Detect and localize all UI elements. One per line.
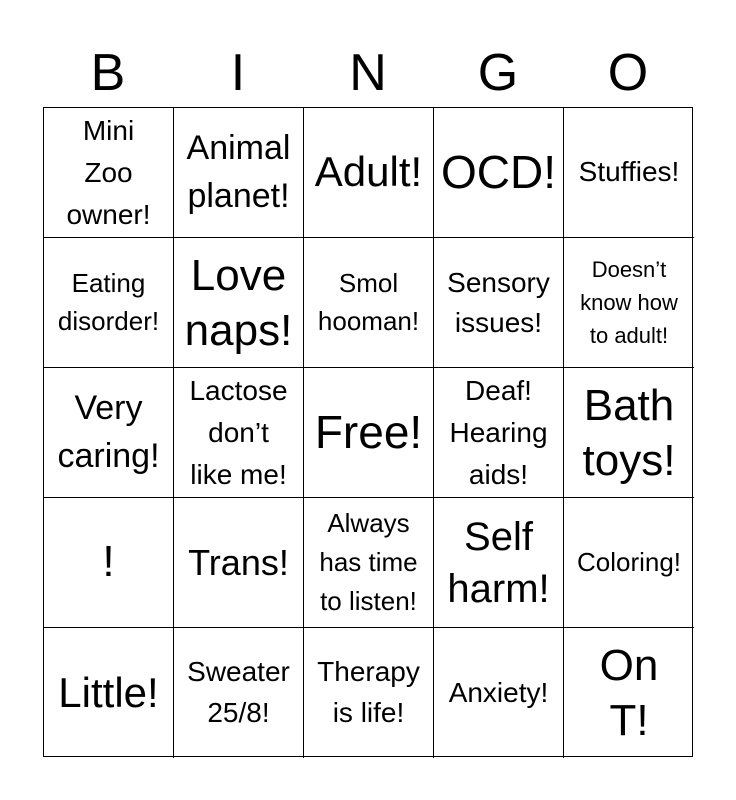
- bingo-cell[interactable]: [44, 498, 174, 628]
- header-letter-n: N: [349, 44, 387, 102]
- bingo-cell-label: Trans!: [188, 541, 289, 583]
- bingo-cell[interactable]: [304, 498, 434, 628]
- bingo-cell[interactable]: [304, 108, 434, 238]
- bingo-cell-label: Little!: [58, 668, 159, 716]
- bingo-cell-label: Sensory issues!: [447, 267, 550, 338]
- bingo-cell-label: Deaf! Hearing aids!: [449, 374, 548, 490]
- bingo-cell-label: !: [102, 537, 115, 587]
- bingo-cell[interactable]: [434, 108, 564, 238]
- bingo-cell[interactable]: [174, 238, 304, 368]
- bingo-cell[interactable]: [174, 628, 304, 758]
- bingo-cell-label: Self harm!: [447, 514, 550, 611]
- bingo-cell[interactable]: [434, 498, 564, 628]
- bingo-cell-label: Coloring!: [576, 546, 682, 577]
- bingo-cell[interactable]: [304, 238, 434, 368]
- bingo-cell[interactable]: [304, 628, 434, 758]
- bingo-cell[interactable]: [564, 628, 694, 758]
- bingo-cell[interactable]: [434, 368, 564, 498]
- bingo-card-grid: [43, 107, 693, 757]
- bingo-cell-label: Adult!: [314, 148, 423, 196]
- bingo-cell-label: Therapy is life!: [317, 656, 420, 728]
- bingo-cell[interactable]: [174, 368, 304, 498]
- bingo-cell-label: Stuffies!: [578, 156, 680, 188]
- bingo-cell[interactable]: [434, 238, 564, 368]
- bingo-cell[interactable]: [44, 108, 174, 238]
- bingo-cell[interactable]: [564, 238, 694, 368]
- bingo-cell-label: Sweater 25/8!: [187, 656, 290, 728]
- bingo-cell-label: Mini Zoo owner!: [66, 114, 151, 230]
- bingo-cell[interactable]: [44, 238, 174, 368]
- bingo-cell-label: On T!: [599, 641, 659, 745]
- bingo-cell[interactable]: [174, 498, 304, 628]
- bingo-cell[interactable]: [564, 108, 694, 238]
- bingo-cell-label: Very caring!: [57, 388, 160, 475]
- bingo-cell-label: Doesn’t know how to adult!: [580, 257, 678, 348]
- header-letter-g: G: [477, 44, 519, 102]
- bingo-cell-label: Smol hooman!: [317, 267, 420, 336]
- bingo-cell-label: Lactose don’t like me!: [189, 374, 288, 490]
- bingo-cell[interactable]: [304, 368, 434, 498]
- bingo-cell[interactable]: [44, 368, 174, 498]
- bingo-cell-label: Anxiety!: [448, 676, 549, 708]
- bingo-header: [43, 40, 693, 106]
- bingo-cell-label: Bath toys!: [582, 380, 676, 485]
- bingo-cell-label: Always has time to listen!: [319, 508, 418, 616]
- bingo-cell-label: Animal planet!: [186, 128, 291, 215]
- bingo-cell[interactable]: [564, 368, 694, 498]
- header-letter-i: I: [230, 44, 246, 102]
- bingo-cell-label: Love naps!: [184, 250, 293, 355]
- header-letter-o: O: [607, 44, 649, 102]
- bingo-cell-label: OCD!: [441, 145, 556, 198]
- bingo-cell[interactable]: [174, 108, 304, 238]
- bingo-cell-label: Free!: [314, 405, 423, 458]
- bingo-cell[interactable]: [564, 498, 694, 628]
- bingo-cell[interactable]: [44, 628, 174, 758]
- header-letter-b: B: [90, 44, 126, 102]
- bingo-cell-label: Eating disorder!: [57, 267, 160, 336]
- bingo-cell[interactable]: [434, 628, 564, 758]
